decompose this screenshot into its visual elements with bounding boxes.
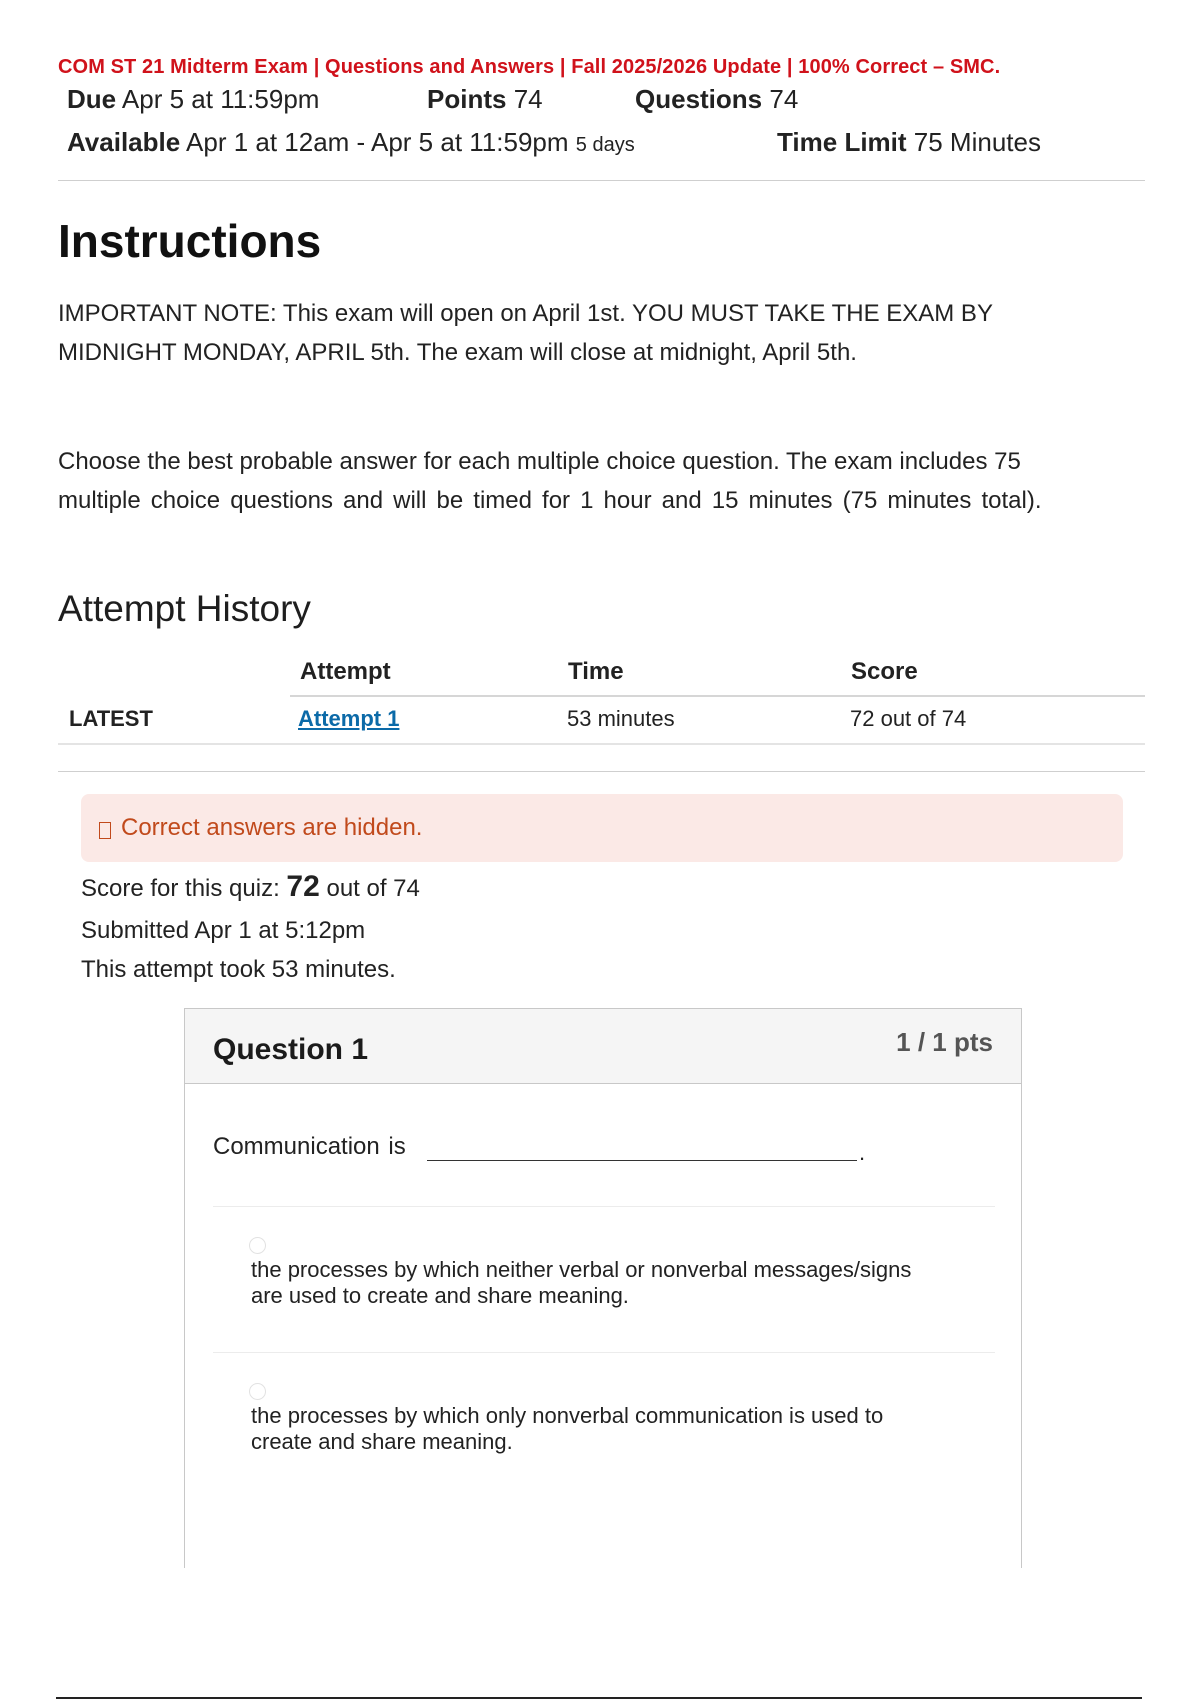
- time-limit-value: 75 Minutes: [913, 127, 1041, 157]
- quiz-score: [81, 870, 420, 904]
- option-2-radio[interactable]: [249, 1383, 266, 1400]
- option-2-text[interactable]: [251, 1403, 951, 1455]
- option-2-line: the processes by which only nonverbal communication is used to: [251, 1403, 884, 1428]
- attempt-duration: This attempt took 53 minutes.: [81, 956, 396, 983]
- time-limit-label: Time Limit: [777, 127, 907, 157]
- column-header-attempt: Attempt: [300, 658, 391, 685]
- question-blank-end: .: [859, 1140, 866, 1165]
- exam-banner: COM ST 21 Midterm Exam | Questions and Answers | Fall 2025/2026 Update | 100% Correct – SMC.: [58, 56, 1001, 78]
- instructions-note: [58, 294, 1148, 372]
- questions-label: Questions: [635, 84, 763, 114]
- time-limit-info: [777, 127, 1041, 158]
- attempt-time: 53 minutes: [567, 706, 675, 731]
- questions-value: 74: [769, 84, 799, 114]
- points-label: Points: [427, 84, 507, 114]
- due-info: [67, 84, 319, 115]
- option-1-line: the processes by which neither verbal or nonverbal messages/signs: [251, 1257, 912, 1282]
- option-2-line: create and share meaning.: [251, 1429, 513, 1454]
- square-outline-icon: [99, 822, 111, 839]
- quiz-score-prefix: Score for this quiz:: [81, 875, 287, 902]
- available-value: Apr 1 at 12am - Apr 5 at 11:59pm: [186, 127, 569, 157]
- question-title: Question 1: [213, 1033, 369, 1066]
- available-label: Available: [67, 127, 181, 157]
- option-1-radio[interactable]: [249, 1237, 266, 1254]
- questions-info: [635, 84, 798, 115]
- question-card: [184, 1008, 1022, 1568]
- option-divider: [213, 1206, 995, 1207]
- instructions-note-line: MIDNIGHT MONDAY, APRIL 5th. The exam will close at midnight, April 5th.: [58, 339, 857, 366]
- attempt-history-heading: Attempt History: [58, 588, 311, 629]
- latest-badge: LATEST: [69, 706, 153, 731]
- due-label: Due: [67, 84, 117, 114]
- option-divider: [213, 1352, 995, 1353]
- divider: [58, 771, 1145, 772]
- attempt-score: 72 out of 74: [850, 706, 967, 731]
- question-header: [185, 1009, 1021, 1084]
- option-1-text[interactable]: [251, 1257, 951, 1309]
- column-header-score: Score: [851, 658, 918, 685]
- instructions-details-line: multiple choice questions and will be timed for 1 hour and 15 minutes (75 minutes total).: [58, 487, 1042, 514]
- instructions-note-line: IMPORTANT NOTE: This exam will open on April 1st. YOU MUST TAKE THE EXAM BY: [58, 300, 993, 327]
- instructions-details: [58, 442, 1148, 520]
- quiz-score-suffix: out of 74: [319, 875, 420, 902]
- table-row-divider: [58, 743, 1145, 745]
- question-blank-line: [427, 1160, 857, 1161]
- quiz-score-value: 72: [286, 870, 320, 903]
- correct-answers-hidden-alert: [81, 794, 1123, 862]
- points-value: 74: [513, 84, 543, 114]
- alert-text: Correct answers are hidden.: [121, 814, 423, 841]
- available-info: [67, 127, 635, 158]
- due-value: Apr 5 at 11:59pm: [121, 84, 320, 114]
- attempt-1-link[interactable]: Attempt 1: [298, 706, 400, 731]
- table-header-divider: [290, 695, 1145, 697]
- submitted-time: Submitted Apr 1 at 5:12pm: [81, 917, 366, 944]
- available-duration: 5 days: [575, 134, 635, 156]
- option-1-line: are used to create and share meaning.: [251, 1283, 629, 1308]
- page-bottom-rule: [56, 1697, 1142, 1699]
- question-points: 1 / 1 pts: [896, 1027, 993, 1057]
- question-text: Communication is: [213, 1133, 406, 1160]
- points-info: [427, 84, 543, 115]
- divider: [58, 180, 1145, 181]
- column-header-time: Time: [568, 658, 624, 685]
- instructions-details-line: Choose the best probable answer for each multiple choice question. The exam includes 75: [58, 448, 1021, 475]
- instructions-heading: Instructions: [58, 215, 322, 267]
